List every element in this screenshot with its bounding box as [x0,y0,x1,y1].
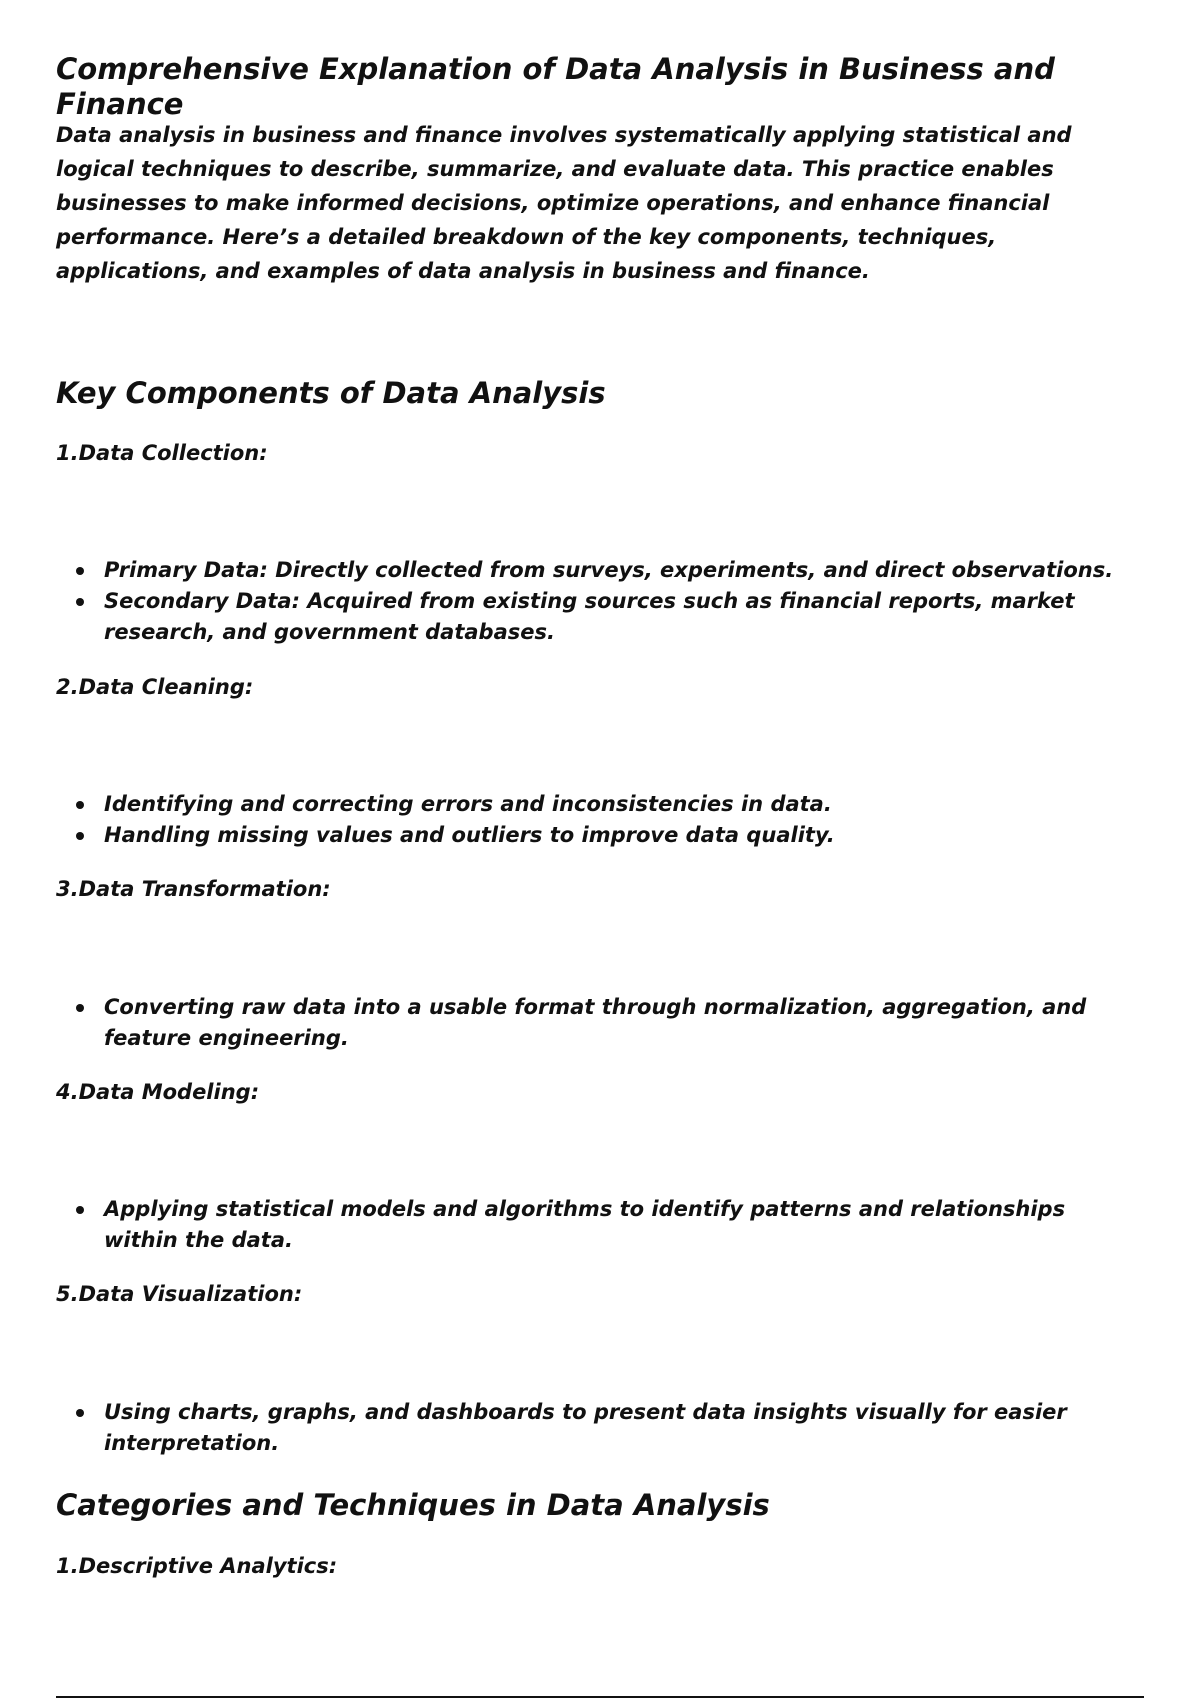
list-item-text: Handling missing values and outliers to improve data quality. [104,823,835,847]
list-item [56,1194,1141,1256]
list-item [56,586,1141,648]
bullet-icon [76,1409,84,1417]
list-item [56,992,1141,1054]
bullet-icon [76,598,84,606]
subsection-label-data-visualization: 5.Data Visualization: [56,1282,303,1306]
bullet-list-data-cleaning [56,789,1141,851]
list-item [56,820,1141,851]
bullet-list-data-transformation [56,992,1141,1054]
bullet-list-data-visualization [56,1397,1141,1459]
bullet-list-data-collection [56,555,1141,648]
list-item [56,1397,1141,1459]
list-item-text: Primary Data: Directly collected from surveys, experiments, and direct observations. [104,558,1114,582]
list-item [56,789,1141,820]
section-heading-categories: Categories and Techniques in Data Analysis [56,1488,770,1522]
list-item-text: Using charts, graphs, and dashboards to present data insights visually for easier interpretation. [104,1400,1067,1455]
list-item-text: Secondary Data: Acquired from existing sources such as financial reports, market research, and government databases. [104,589,1075,644]
bullet-icon [76,1206,84,1214]
list-item-text: Converting raw data into a usable format through normalization, aggregation, and feature engineering. [104,995,1087,1050]
bullet-icon [76,801,84,809]
subsection-label-data-modeling: 4.Data Modeling: [56,1080,260,1104]
bullet-list-data-modeling [56,1194,1141,1256]
subsection-label-data-collection: 1.Data Collection: [56,441,268,465]
list-item-text: Identifying and correcting errors and inconsistencies in data. [104,792,832,816]
list-item [56,555,1141,586]
page-bottom-rule [56,1696,1144,1698]
subsection-label-descriptive-analytics: 1.Descriptive Analytics: [56,1554,338,1578]
bullet-icon [76,567,84,575]
document-title: Comprehensive Explanation of Data Analysis in Business and Finance [56,52,1055,121]
intro-paragraph: Data analysis in business and finance involves systematically applying statistical and logical techniques to describe, summarize, and evaluate data. This practice enables businesses to make informed decisions, optimize operations, and enhance financial performance. Here’s a detailed breakdown of the key components, techniques, applications, and examples of data analysis in business and finance. [56,123,1072,283]
subsection-label-data-transformation: 3.Data Transformation: [56,877,331,901]
section-heading-key-components: Key Components of Data Analysis [56,376,606,410]
bullet-icon [76,832,84,840]
subsection-label-data-cleaning: 2.Data Cleaning: [56,675,254,699]
bullet-icon [76,1004,84,1012]
list-item-text: Applying statistical models and algorithms to identify patterns and relationships within the data. [104,1197,1066,1252]
